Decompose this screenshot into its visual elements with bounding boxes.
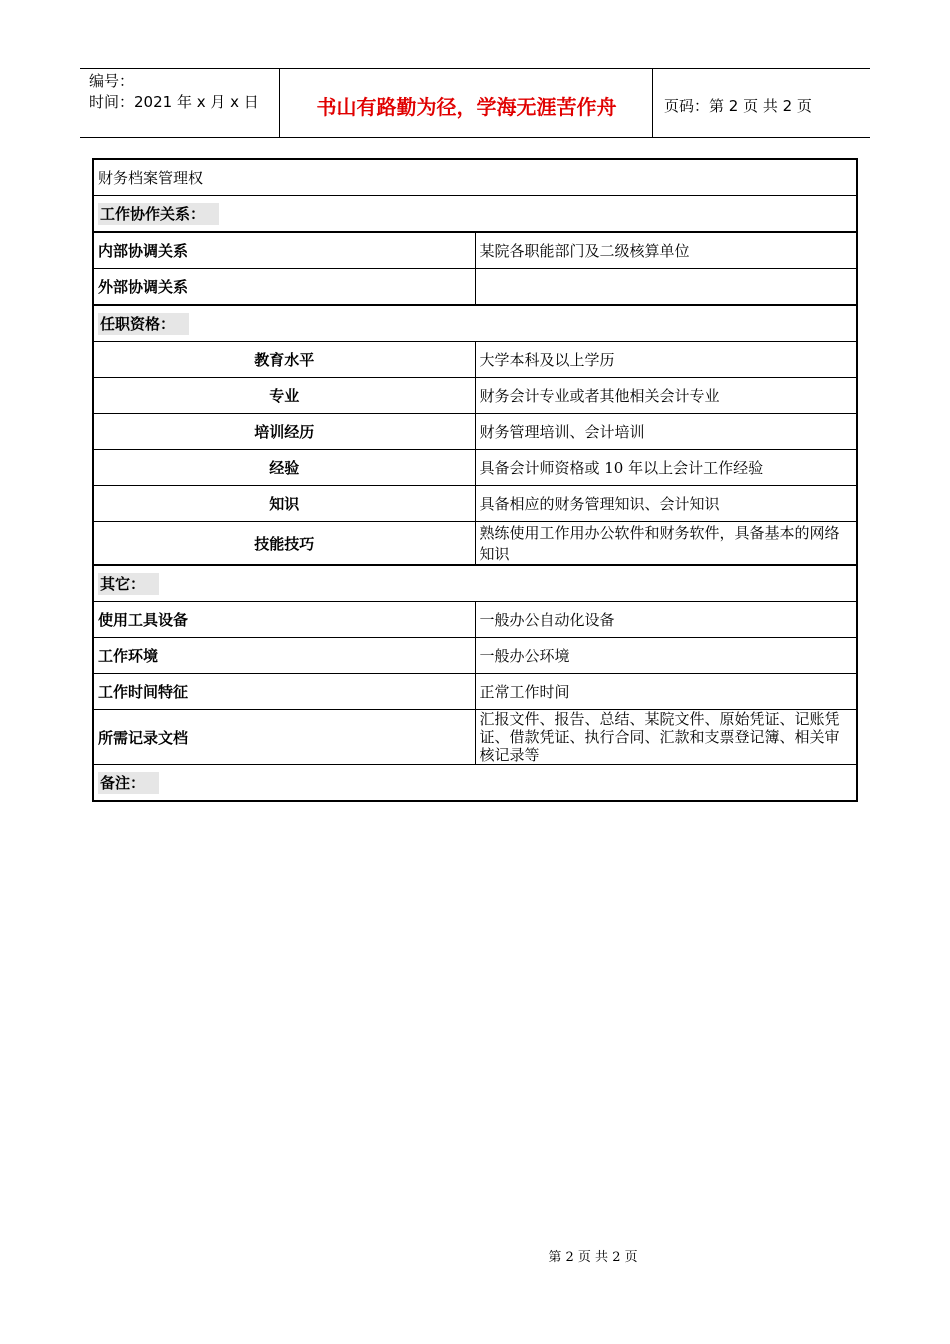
table-row <box>93 450 857 486</box>
authority-text: 财务档案管理权 <box>93 159 857 196</box>
section-other <box>93 565 857 602</box>
education-label: 教育水平 <box>93 342 475 378</box>
table-row <box>93 269 857 306</box>
education-value: 大学本科及以上学历 <box>475 342 857 378</box>
table-row <box>93 196 857 233</box>
header-meta <box>80 69 280 137</box>
external-label: 外部协调关系 <box>93 269 475 306</box>
table-row <box>93 159 857 196</box>
records-label: 所需记录文档 <box>93 710 475 765</box>
table-row <box>93 765 857 802</box>
section-cooperation-title: 工作协作关系： <box>98 203 219 225</box>
section-other-title: 其它： <box>98 573 159 595</box>
internal-label: 内部协调关系 <box>93 232 475 269</box>
header-motto: 书山有路勤为径，学海无涯苦作舟 <box>281 69 653 137</box>
section-qualification-title: 任职资格： <box>98 313 189 335</box>
internal-value: 某院各职能部门及二级核算单位 <box>475 232 857 269</box>
knowledge-value: 具备相应的财务管理知识、会计知识 <box>475 486 857 522</box>
training-value: 财务管理培训、会计培训 <box>475 414 857 450</box>
knowledge-label: 知识 <box>93 486 475 522</box>
table-row <box>93 710 857 765</box>
experience-value: 具备会计师资格或 10 年以上会计工作经验 <box>475 450 857 486</box>
table-row <box>93 565 857 602</box>
table-row <box>93 674 857 710</box>
skills-value: 熟练使用工作用办公软件和财务软件，具备基本的网络知识 <box>475 522 857 566</box>
external-value <box>475 269 857 306</box>
page-footer: 第 2 页 共 2 页 <box>548 1250 638 1265</box>
table-row <box>93 522 857 566</box>
table-row <box>93 378 857 414</box>
work-time-value: 正常工作时间 <box>475 674 857 710</box>
table-row <box>93 414 857 450</box>
tools-value: 一般办公自动化设备 <box>475 602 857 638</box>
section-remarks-title: 备注： <box>98 772 159 794</box>
table-row <box>93 486 857 522</box>
table-row <box>93 602 857 638</box>
table-row <box>93 638 857 674</box>
page-header <box>80 68 870 138</box>
records-value: 汇报文件、报告、总结、某院文件、原始凭证、记账凭证、借款凭证、执行合同、汇款和支票登记簿、相关审核记录等 <box>475 710 857 765</box>
tools-label: 使用工具设备 <box>93 602 475 638</box>
section-cooperation <box>93 196 857 233</box>
section-remarks <box>93 765 857 802</box>
header-page-number: 页码：第 2 页 共 2 页 <box>664 96 812 115</box>
environment-label: 工作环境 <box>93 638 475 674</box>
environment-value: 一般办公环境 <box>475 638 857 674</box>
work-time-label: 工作时间特征 <box>93 674 475 710</box>
experience-label: 经验 <box>93 450 475 486</box>
skills-label: 技能技巧 <box>93 522 475 566</box>
table-row <box>93 305 857 342</box>
job-description-table <box>92 158 858 802</box>
header-time: 时间：2021 年 x 月 x 日 <box>89 93 259 111</box>
major-value: 财务会计专业或者其他相关会计专业 <box>475 378 857 414</box>
training-label: 培训经历 <box>93 414 475 450</box>
table-row <box>93 342 857 378</box>
header-code: 编号： <box>89 72 135 90</box>
section-qualification <box>93 305 857 342</box>
table-row <box>93 232 857 269</box>
major-label: 专业 <box>93 378 475 414</box>
